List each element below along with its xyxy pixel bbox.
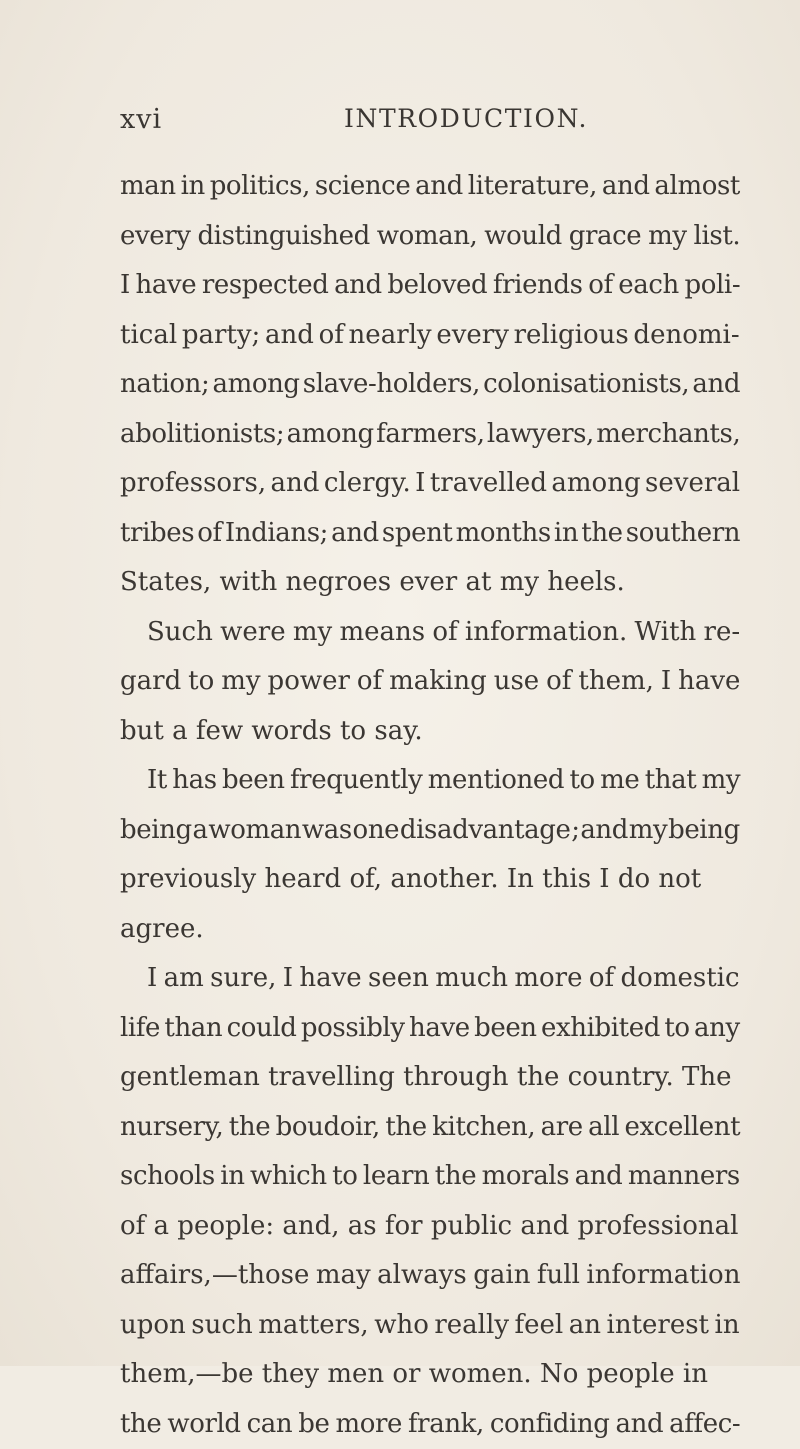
text-line: Such were my means of information. With re- — [120, 608, 740, 658]
text-line: I have respected and beloved friends of each poli- — [120, 261, 740, 311]
text-line: I am sure, I have seen much more of domestic — [120, 954, 740, 1004]
text-line: schools in which to learn the morals and manners — [120, 1152, 740, 1202]
text-line: gentleman travelling through the country. The — [120, 1053, 740, 1103]
text-line: abolitionists; among farmers, lawyers, merchants, — [120, 410, 740, 460]
page-number: xvi — [120, 104, 162, 135]
page-header — [120, 104, 740, 144]
text-line: previously heard of, another. In this I do not — [120, 855, 740, 905]
text-line: nursery, the boudoir, the kitchen, are all excellent — [120, 1103, 740, 1153]
text-line: life than could possibly have been exhibited to any — [120, 1004, 740, 1054]
text-line: nation; among slave-holders, colonisationists, and — [120, 360, 740, 410]
text-line: affairs,—those may always gain full information — [120, 1251, 740, 1301]
text-line: of a people: and, as for public and professional — [120, 1202, 740, 1252]
text-line: but a few words to say. — [120, 707, 740, 757]
text-line: professors, and clergy. I travelled among several — [120, 459, 740, 509]
text-line: man in politics, science and literature, and almost — [120, 162, 740, 212]
body-text — [120, 162, 740, 1449]
text-line: gard to my power of making use of them, I have — [120, 657, 740, 707]
text-line: States, with negroes ever at my heels. — [120, 558, 740, 608]
text-line: being a woman was one disadvantage ; and my being — [120, 806, 740, 856]
text-line: upon such matters, who really feel an interest in — [120, 1301, 740, 1351]
text-line: agree. — [120, 905, 740, 955]
text-line: It has been frequently mentioned to me that my — [120, 756, 740, 806]
text-line: the world can be more frank, confiding and affec- — [120, 1400, 740, 1449]
running-title: INTRODUCTION. — [344, 104, 588, 133]
text-line: tribes of Indians; and spent months in the southern — [120, 509, 740, 559]
text-line: tical party; and of nearly every religious denomi- — [120, 311, 740, 361]
text-line: every distinguished woman, would grace my list. — [120, 212, 740, 262]
text-line: them,—be they men or women. No people in — [120, 1350, 740, 1400]
